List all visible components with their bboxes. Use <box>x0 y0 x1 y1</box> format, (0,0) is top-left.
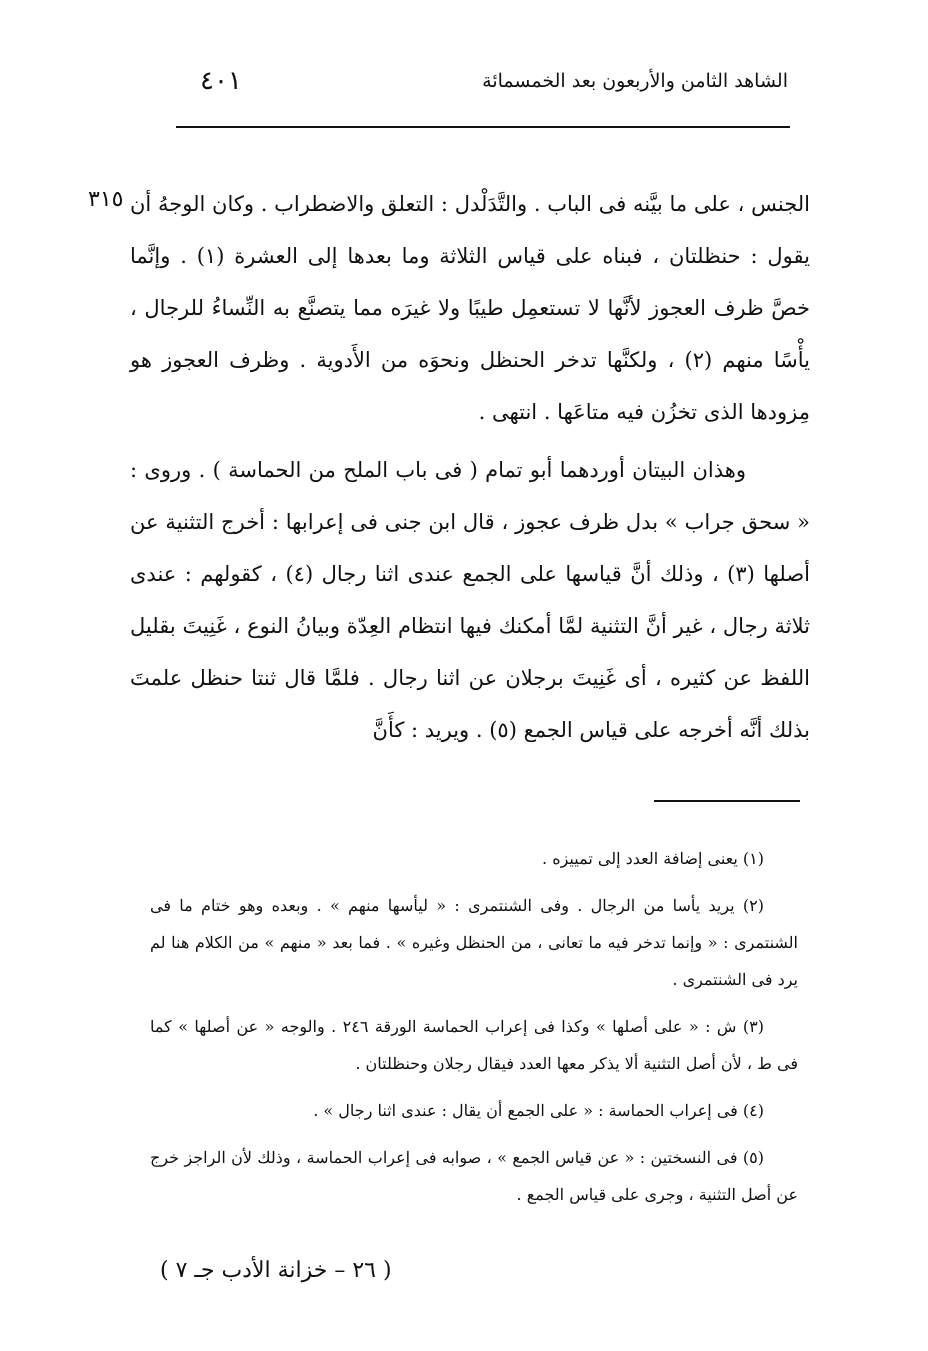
footnote: (٤) فى إعراب الحماسة : « على الجمع أن يقال : عندى اثنا رجال » . <box>313 1101 764 1120</box>
footnote-divider <box>654 800 800 802</box>
margin-reference-number: ٣١٥ <box>88 187 124 212</box>
header-divider <box>176 126 790 128</box>
footnote: (١) يعنى إضافة العدد إلى تمييزه . <box>542 849 764 868</box>
page-number: ٤٠١ <box>200 66 242 96</box>
running-header-title: الشاهد الثامن والأربعون بعد الخمسمائة <box>482 70 788 92</box>
footnotes-section <box>150 840 798 1223</box>
main-text <box>130 178 810 756</box>
body-paragraph: وهذان البيتان أوردهما أبو تمام ( فى باب الملح من الحماسة ) . وروى : « سحق جراب » بدل ظرف عجوز ، قال ابن جنى فى إعرابها : أخرج التثنية عن أصلها (٣) ، وذلك أنَّ قياسها على الجمع عندى اثنا رجال (٤) ، كقولهم : عندى ثلاثة رجال ، غير أنَّ التثنية لمَّا أمكنك فيها انتظام العِدّة وبيانُ النوع ، غَنِيتَ بقليل اللفظ عن كثيره ، أى غَنِيتَ برجلان عن اثنا رجال . فلمَّا قال ثنتا حنظل علمتَ بذلك أنَّه أخرجه على قياس الجمع (٥) . ويريد : كأَنَّ <box>130 458 810 742</box>
footnote: (٣) ش : « على أصلها » وكذا فى إعراب الحماسة الورقة ٢٤٦ . والوجه « عن أصلها » كما فى ط ، لأن أصل التثنية ألا يذكر معها العدد فيقال رجلان وحنظلتان . <box>150 1017 798 1073</box>
footnote: (٥) فى النسختين : « عن قياس الجمع » ، صوابه فى إعراب الحماسة ، وذلك لأن الراجز خرج عن أصل التثنية ، وجرى على قياس الجمع . <box>150 1148 798 1204</box>
body-paragraph: الجنس ، على ما بيَّنه فى الباب . والتَّدَلْدل : التعلق والاضطراب . وكان الوجهُ أن يقول : حنظلتان ، فبناه على قياس الثلاثة وما بعدها إلى العشرة (١) . وإنَّما خصَّ ظرف العجوز لأنَّها لا تستعمِل طيبًا ولا غيرَه مما يتصنَّع به النِّساءُ للرجال ، يأْسًا منهم (٢) ، ولكنَّها تدخر الحنظل ونحوَه من الأَدوية . وظرف العجوز هو مِزودها الذى تخزُن فيه متاعَها . انتهى . <box>130 192 810 424</box>
signature-line: ( ٢٦ – خزانة الأدب جـ ٧ ) <box>160 1258 392 1283</box>
footnote: (٢) يريد يأسا من الرجال . وفى الشنتمرى : « ليأسها منهم » . وبعده وهو ختام ما فى الشنتمرى : « وإنما تدخر فيه ما تعانى ، من الحنظل وغيره » . فما بعد « منهم » من الكلام هنا لم يرد فى الشنتمرى . <box>150 896 798 989</box>
